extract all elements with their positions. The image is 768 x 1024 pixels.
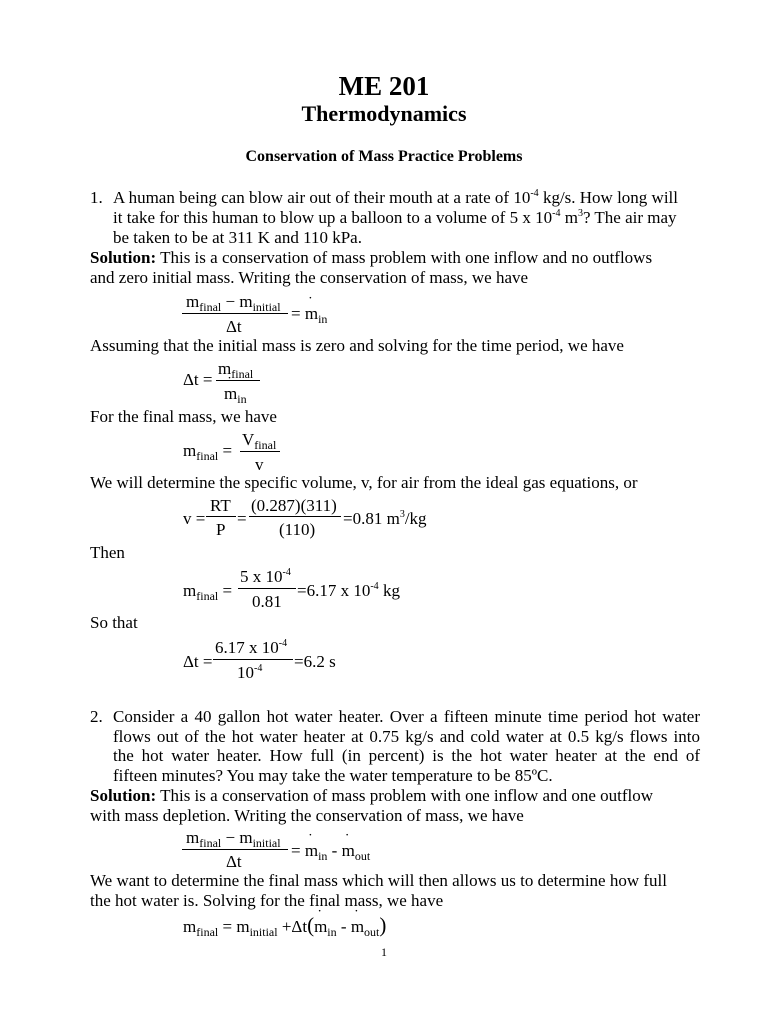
text-then: Then (90, 543, 125, 562)
eq6-result: =6.2 s (294, 652, 336, 671)
problem-2-line-2: flows out of the hot water heater at 0.75 kg/s and cold water at 0.5 kg/s flows into (113, 727, 700, 746)
text-assume: Assuming that the initial mass is zero and solving for the time period, we have (90, 336, 624, 355)
eq5-denominator: 0.81 (252, 592, 282, 611)
text-specific-volume: We will determine the specific volume, v, for air from the ideal gas equations, or (90, 473, 638, 492)
text-want-2: the hot water is. Solving for the final mass, we have (90, 891, 444, 910)
page-number: 1 (381, 945, 387, 959)
problem-1-line-2: it take for this human to blow up a balloon to a volume of 5 x $10^{-4}$ $m^3$? The air may (113, 208, 677, 227)
eq5-fraction-bar (238, 588, 296, 589)
eq4-fraction-bar-2 (249, 516, 341, 517)
eq7-denominator: Δt (226, 852, 242, 871)
eq7-numerator: $m_{final} - m_{initial}$ (186, 828, 281, 850)
problem-1-line-3: be taken to be at 311 K and 110 kPa. (113, 228, 362, 247)
problem-2-line-1: Consider a 40 gallon hot water heater. Over a fifteen minute time period hot water (113, 707, 700, 726)
section-title: Conservation of Mass Practice Problems (245, 148, 523, 165)
eq7-fraction-bar (182, 849, 288, 850)
eq5-lhs: $m_{final}$ = (183, 581, 233, 603)
eq4-rt: RT (210, 496, 231, 515)
problem-2-number: 2. (90, 707, 103, 726)
eq3-lhs: $m_{final}$ = (183, 441, 233, 463)
solution-2-line-1: Solution: This is a conservation of mass problem with one inflow and one outflow (90, 786, 653, 805)
solution-1-line-1: Solution: This is a conservation of mass problem with one inflow and no outflows (90, 248, 653, 267)
eq3-denominator: v (255, 455, 264, 474)
eq1-denominator: Δt (226, 317, 242, 336)
eq2-numerator: $m_{final}$ (218, 359, 254, 381)
course-title: ME 201 (338, 71, 430, 101)
text-final-mass: For the final mass, we have (90, 407, 277, 426)
solution-2-line-2: with mass depletion. Writing the conservation of mass, we have (90, 806, 524, 825)
eq1-rhs: = ˙ $m_{in}$ (291, 305, 327, 322)
problem-1-line-1: A human being can blow air out of their mouth at a rate of $10^{-4}$ kg/s. How long will (113, 188, 678, 207)
eq4-denominator: (110) (279, 520, 316, 539)
eq8: $m_{final} = m_{initial}$ +Δt(˙ $m_{in}$ - ˙ $m_{out}$) (183, 915, 386, 936)
eq5-numerator: 5 x $10^{-4}$ (240, 567, 291, 586)
eq4-numerator: (0.287)(311) (251, 496, 337, 515)
eq6-lhs: Δt = (183, 652, 213, 671)
eq4-lhs: v = (183, 509, 206, 528)
eq2-lhs: Δt = (183, 370, 213, 389)
eq2-fraction-bar (216, 380, 260, 381)
text-want-1: We want to determine the final mass which will then allows us to determine how full (90, 871, 667, 890)
eq3-numerator: $V_{final}$ (242, 430, 277, 452)
eq7-rhs: = ˙ $m_{in}$ - ˙ $m_{out}$ (291, 842, 370, 859)
eq1-numerator: $m_{final} - m_{initial}$ (186, 292, 281, 314)
eq1-fraction-bar (182, 313, 288, 314)
problem-2-line-4: fifteen minutes? You may take the water temperature to be 85ºC. (113, 766, 553, 785)
eq6-denominator: $10^{-4}$ (237, 663, 263, 682)
eq2-denominator: ˙ $m_{in}$ (224, 385, 247, 402)
problem-2-line-3: the hot water heater. How full (in percent) is the hot water heater at the end of (113, 746, 700, 765)
problem-1-number: 1. (90, 188, 103, 207)
subject-title: Thermodynamics (301, 101, 467, 126)
text-so-that: So that (90, 613, 138, 632)
eq4-result: =0.81 $m^3/kg$ (343, 509, 427, 528)
solution-1-line-2: and zero initial mass. Writing the conservation of mass, we have (90, 268, 529, 287)
eq5-result: =6.17 x $10^{-4}$ kg (297, 581, 400, 600)
eq4-p: P (216, 520, 226, 539)
eq6-numerator: 6.17 x $10^{-4}$ (215, 638, 288, 657)
eq3-fraction-bar (240, 451, 280, 452)
eq4-fraction-bar-1 (206, 516, 236, 517)
eq6-fraction-bar (213, 659, 293, 660)
eq4-eq-1: = (237, 509, 247, 528)
